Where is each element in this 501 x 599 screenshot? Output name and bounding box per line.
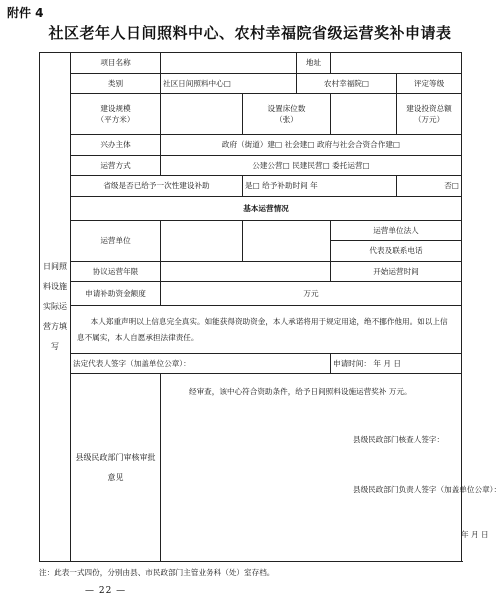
county-review-cell[interactable] (161, 374, 501, 562)
build-scale-value[interactable] (161, 94, 243, 135)
application-form-table (39, 52, 501, 562)
leader-signature-label: 县级民政部门负责人签字（加盖单位公章）： (353, 485, 501, 495)
legal-rep-label-1: 运营单位法人 (331, 220, 462, 241)
checker-signature-label: 县级民政部门核查人签字： (353, 435, 445, 445)
category-option-daycare[interactable]: 社区日间照料中心□ (161, 73, 297, 94)
operating-unit-value-2[interactable] (243, 220, 331, 261)
build-scale-label: 建设规模 （平方米） (71, 94, 161, 135)
apply-amount-label: 申请补助资金额度 (71, 282, 161, 306)
address-label: 地址 (297, 53, 331, 74)
operating-unit-value[interactable] (161, 220, 243, 261)
review-statement: 经审查，该中心符合资助条件，给予日间照料设施运营奖补 万元。 (189, 387, 412, 397)
agreement-period-value[interactable] (161, 261, 331, 282)
organizer-label: 兴办主体 (71, 135, 161, 156)
operation-mode-label: 运营方式 (71, 155, 161, 176)
one-time-subsidy-question: 省级是否已给予一次性建设补助 (71, 176, 243, 197)
apply-amount-value[interactable]: 万元 (161, 282, 462, 306)
applicant-section-label: 日间照料设施实际运营方填写 (40, 53, 71, 562)
address-value[interactable] (331, 53, 462, 74)
start-time-label: 开始运营时间 (331, 261, 462, 282)
category-option-happiness-home[interactable]: 农村幸福院□ (297, 73, 397, 94)
review-date: 年 月 日 (461, 530, 489, 540)
beds-label: 设置床位数 （张） (243, 94, 331, 135)
project-name-value[interactable] (161, 53, 297, 74)
operating-unit-label: 运营单位 (71, 220, 161, 261)
page-number: — 22 — (85, 586, 127, 596)
category-label: 类别 (71, 73, 161, 94)
footnote: 注：此表一式四份，分别由县、市民政部门主管业务科（处）室存档。 (39, 568, 275, 577)
organizer-options[interactable]: 政府（街道）建□ 社会建□ 政府与社会合资合作建□ (161, 135, 462, 156)
investment-label: 建设投资总额 （万元） (397, 94, 462, 135)
beds-value[interactable] (331, 94, 397, 135)
agreement-period-label: 协议运营年限 (71, 261, 161, 282)
legal-signature-label: 法定代表人签字（加盖单位公章）： (71, 353, 331, 374)
county-section-label: 县级民政部门审核审批意见 (71, 374, 161, 562)
rating-level-label: 评定等级 (397, 73, 462, 94)
operation-mode-options[interactable]: 公建公营□ 民建民营□ 委托运营□ (161, 155, 462, 176)
project-name-label: 项目名称 (71, 53, 161, 74)
legal-rep-label-2: 代表及联系电话 (331, 241, 462, 262)
apply-date-label: 申请时间： 年 月 日 (331, 353, 462, 374)
one-time-subsidy-yes[interactable]: 是□ 给予补助时间 年 (243, 176, 397, 197)
attachment-label: 附件 4 (7, 6, 44, 20)
page-title: 社区老年人日间照料中心、农村幸福院省级运营奖补申请表 (48, 24, 452, 42)
declaration-text: 本人郑重声明以上信息完全真实。如能获得资助资金，本人承诺将用于规定用途，绝不挪作他用。如以上信息不属实，本人自愿承担法律责任。 (71, 306, 462, 354)
basic-operation-heading: 基本运营情况 (71, 196, 462, 220)
one-time-subsidy-no[interactable]: 否□ (397, 176, 462, 197)
